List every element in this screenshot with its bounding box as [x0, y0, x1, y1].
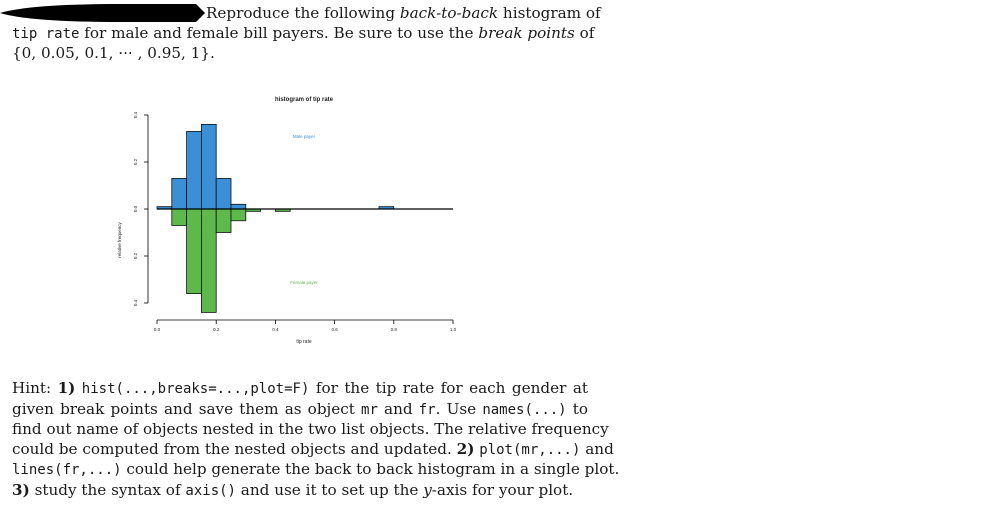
hint-label: Hint:	[12, 379, 58, 397]
hint-line-1-text: for the tip rate for each gender at	[309, 379, 588, 397]
code-hist-call: hist(...,breaks=...,plot=F)	[81, 381, 310, 397]
y-tick-label: 0.0	[133, 205, 138, 213]
legend-female-payer: Female payer	[290, 280, 318, 285]
break-points-set: {0, 0.05, 0.1, ··· , 0.95, 1}.	[12, 44, 215, 63]
female-bar	[187, 209, 202, 294]
code-fr: fr	[418, 401, 436, 418]
hint-line-4-and: and	[580, 439, 614, 458]
hint-line-6-text: study the syntax of	[29, 480, 186, 499]
code-mr: mr	[361, 401, 378, 418]
hint-line-6-tail: -axis for your plot.	[431, 480, 574, 499]
hint-line-2-to: to	[566, 399, 589, 418]
hint-line-2-text: given break points and save them as object	[12, 399, 362, 418]
question-emphasis-break-points: break points	[478, 23, 575, 42]
male-bar	[201, 124, 216, 209]
hint-line-4	[12, 439, 614, 461]
hint-line-5	[12, 460, 620, 481]
hint-text	[12, 379, 620, 502]
hint-line-3	[12, 420, 609, 440]
male-bar	[172, 178, 187, 209]
female-bar	[172, 209, 187, 225]
hint-step-2: 2)	[456, 439, 475, 458]
histogram-bars	[157, 124, 394, 312]
code-lines-call: lines(fr,...)	[12, 462, 122, 479]
question-line-1-text: Reproduce the following	[206, 4, 400, 22]
question-emphasis-back-to-back: back-to-back	[399, 4, 499, 22]
hint-line-6-mid: and use it to set up the	[235, 480, 424, 499]
question-line-2-text: for male and female bill payers. Be sure to use the	[79, 23, 479, 42]
x-tick-label: 0.2	[213, 327, 220, 332]
code-names-call: names(...)	[482, 401, 567, 418]
chart-title: histogram of tip rate	[274, 97, 334, 103]
male-bar	[216, 178, 231, 209]
x-tick-label: 0.8	[390, 327, 397, 332]
male-bar	[231, 204, 246, 209]
hint-y-variable: y	[423, 480, 432, 499]
code-plot-call: plot(mr,...)	[479, 441, 581, 458]
hint-line-3-text: find out name of objects nested in the two list objects. The relative frequency	[12, 420, 609, 439]
x-tick-label: 1.0	[449, 327, 457, 332]
x-tick-label: 0.0	[153, 327, 161, 332]
question-line-1-tail: histogram of	[498, 4, 601, 22]
x-tick-label: 0.4	[272, 327, 279, 332]
hint-line-1	[12, 379, 588, 400]
x-tick-label: 0.6	[331, 327, 338, 332]
hint-step-1: 1)	[57, 379, 76, 397]
question-line-2-tail: of	[574, 23, 595, 42]
y-tick-label: 0.2	[133, 252, 138, 260]
female-bar	[216, 209, 231, 233]
y-tick-label: 0.4	[133, 111, 138, 119]
hint-line-5-text: could help generate the back to back histogram in a single plot.	[121, 460, 620, 479]
legend-male-payer: Male payer	[292, 134, 316, 139]
code-tip-rate: tip rate	[12, 25, 80, 42]
hint-line-2-use: . Use	[435, 399, 483, 418]
hint-line-2-and: and	[377, 399, 419, 418]
y-tick-label: 0.2	[133, 158, 138, 166]
y-tick-label: 0.4	[133, 299, 138, 307]
male-bar	[187, 131, 202, 209]
female-bar	[201, 209, 216, 312]
hint-line-4-text: could be computed from the nested objects and updated.	[12, 439, 457, 458]
female-bar	[231, 209, 246, 221]
y-axis-label: relative frequency	[117, 222, 122, 258]
hint-line-6	[12, 481, 588, 502]
code-axis-call: axis()	[185, 482, 236, 499]
hint-line-2	[12, 400, 588, 421]
hint-step-3: 3)	[12, 480, 30, 499]
x-axis-label: tip rate	[296, 339, 312, 345]
